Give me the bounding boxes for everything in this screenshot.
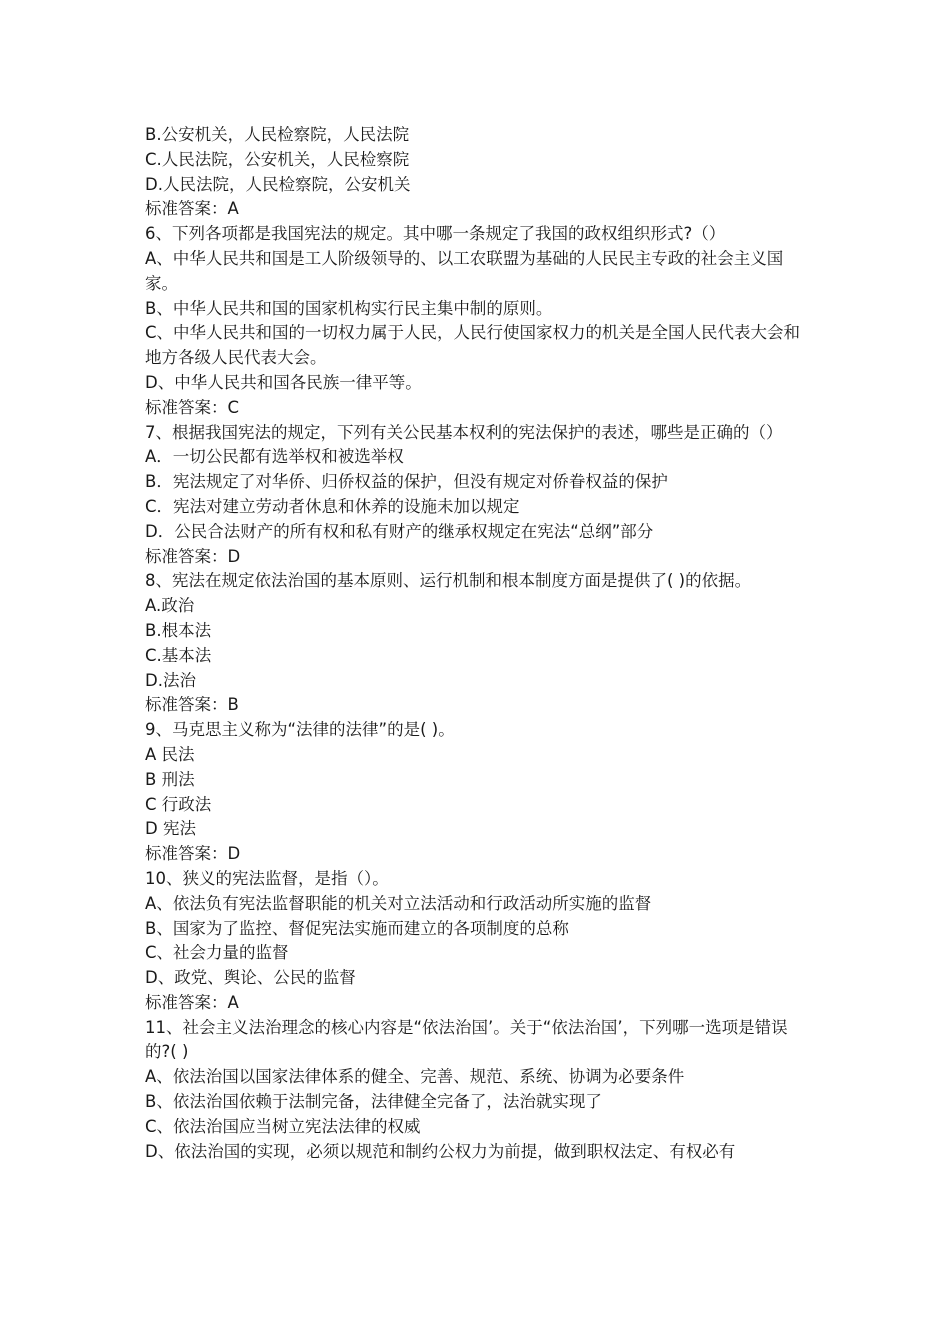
answer-option-b-q10: B、国家为了监控、督促宪法实施而建立的各项制度的总称 bbox=[145, 918, 569, 938]
standard-answer-q7: 标准答案：D bbox=[145, 546, 241, 566]
question-10: 10、狭义的宪法监督，是指（）。 bbox=[145, 868, 389, 888]
answer-option-b-q9: B 刑法 bbox=[145, 769, 195, 789]
question-7: 7、根据我国宪法的规定，下列有关公民基本权利的宪法保护的表述，哪些是正确的（） bbox=[145, 422, 783, 442]
answer-option-c-q5: C.人民法院，公安机关，人民检察院 bbox=[145, 149, 410, 169]
answer-option-c-q7: C．宪法对建立劳动者休息和休养的设施未加以规定 bbox=[145, 496, 520, 516]
standard-answer-q5: 标准答案：A bbox=[145, 199, 239, 219]
answer-option-b-q6: B、中华人民共和国的国家机构实行民主集中制的原则。 bbox=[145, 298, 553, 318]
answer-option-d-q10: D、政党、舆论、公民的监督 bbox=[145, 968, 356, 988]
answer-option-a-q8: A.政治 bbox=[145, 596, 195, 616]
answer-option-c-q11: C、依法治国应当树立宪法法律的权威 bbox=[145, 1116, 421, 1136]
answer-option-b-q5: B.公安机关，人民检察院，人民法院 bbox=[145, 125, 410, 144]
answer-option-a-q7: A．一切公民都有选举权和被选举权 bbox=[145, 447, 404, 467]
answer-option-d-q11: D、依法治国的实现，必须以规范和制约公权力为前提，做到职权法定、有权必有 bbox=[145, 1141, 736, 1161]
answer-option-c-q9: C 行政法 bbox=[145, 794, 212, 814]
answer-option-c-q8: C.基本法 bbox=[145, 645, 212, 665]
answer-option-a-q11: A、依法治国以国家法律体系的健全、完善、规范、系统、协调为必要条件 bbox=[145, 1067, 685, 1087]
answer-option-d-q7: D．公民合法财产的所有权和私有财产的继承权规定在宪法“总纲”部分 bbox=[145, 521, 654, 541]
answer-option-d-q5: D.人民法院，人民检察院，公安机关 bbox=[145, 174, 411, 194]
answer-option-c-q10: C、社会力量的监督 bbox=[145, 943, 289, 963]
question-8: 8、宪法在规定依法治国的基本原则、运行机制和根本制度方面是提供了( )的依据。 bbox=[145, 571, 752, 591]
answer-option-b-q11: B、依法治国依赖于法制完备，法律健全完备了，法治就实现了 bbox=[145, 1092, 602, 1112]
question-9: 9、马克思主义称为“法律的法律”的是( )。 bbox=[145, 720, 455, 740]
question-11: 11、社会主义法治理念的核心内容是“依法治国’。关于“依法治国’，下列哪一选项是错误的?( ) bbox=[145, 1017, 788, 1062]
standard-answer-q10: 标准答案：A bbox=[145, 992, 239, 1012]
answer-option-b-q7: B．宪法规定了对华侨、归侨权益的保护，但没有规定对侨眷权益的保护 bbox=[145, 472, 668, 492]
standard-answer-q6: 标准答案：C bbox=[145, 397, 240, 417]
answer-option-a-q9: A 民法 bbox=[145, 744, 195, 764]
standard-answer-q9: 标准答案：D bbox=[145, 844, 241, 864]
document-body bbox=[145, 123, 810, 1164]
answer-option-a-q6: A、中华人民共和国是工人阶级领导的、以工农联盟为基础的人民民主专政的社会主义国家。 bbox=[145, 248, 784, 293]
answer-option-a-q10: A、依法负有宪法监督职能的机关对立法活动和行政活动所实施的监督 bbox=[145, 893, 652, 913]
answer-option-d-q6: D、中华人民共和国各民族一律平等。 bbox=[145, 372, 422, 392]
answer-option-d-q9: D 宪法 bbox=[145, 819, 196, 839]
answer-option-b-q8: B.根本法 bbox=[145, 620, 212, 640]
answer-option-c-q6: C、中华人民共和国的一切权力属于人民，人民行使国家权力的机关是全国人民代表大会和地方各级人民代表大会。 bbox=[145, 323, 801, 368]
answer-option-d-q8: D.法治 bbox=[145, 670, 196, 690]
standard-answer-q8: 标准答案：B bbox=[145, 695, 239, 715]
question-6: 6、下列各项都是我国宪法的规定。其中哪一条规定了我国的政权组织形式?（） bbox=[145, 224, 726, 244]
